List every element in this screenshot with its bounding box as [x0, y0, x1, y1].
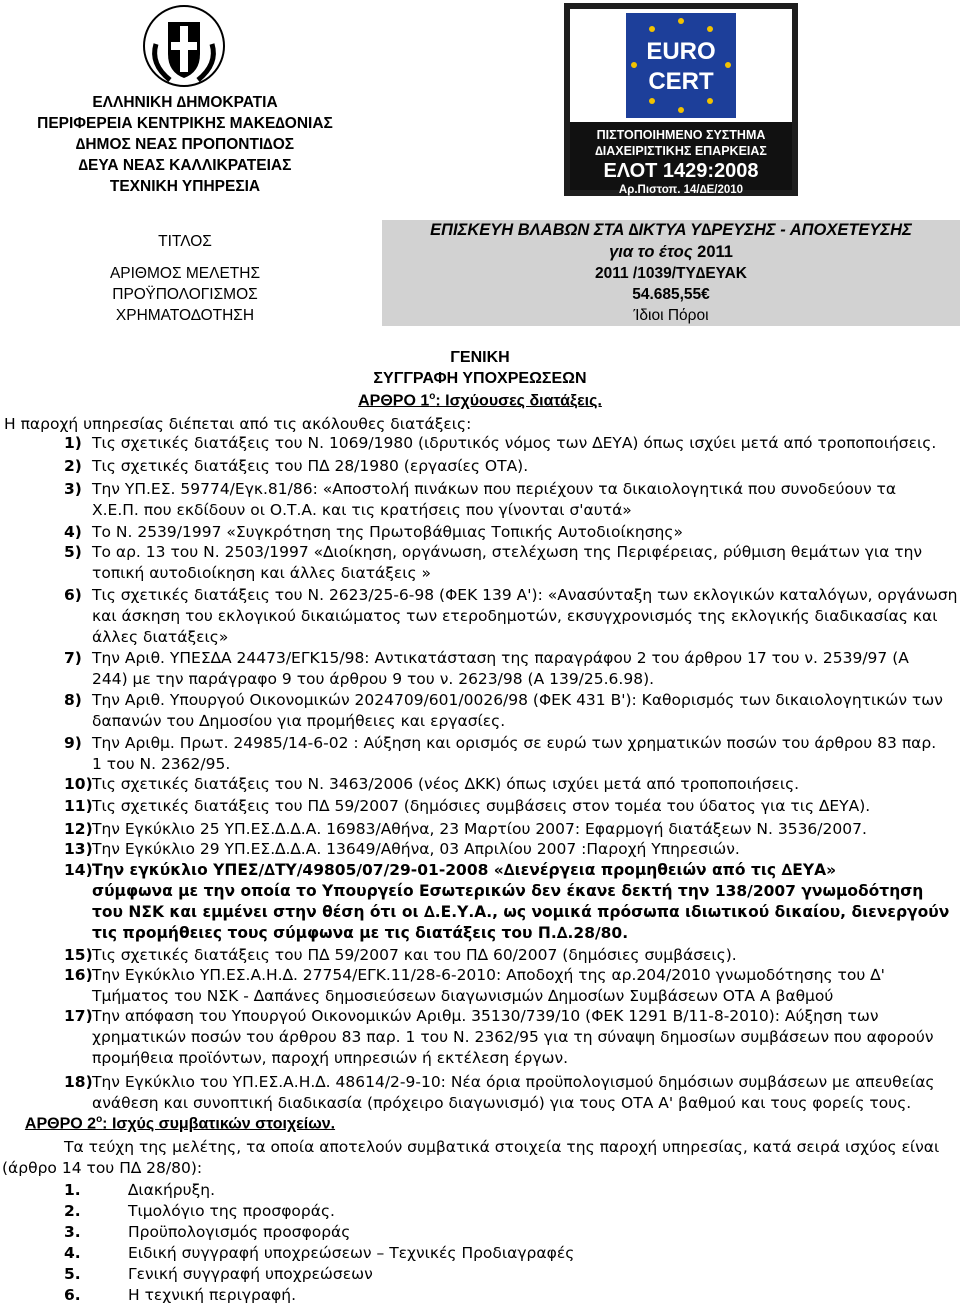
heading-article2: ΑΡΘΡΟ $2^o$: Ισχύς συμβατικών στοιχείων.	[24, 1114, 336, 1133]
provision-text: ανάθεση και συνοπτική διαδικασία (πρόχειρο διαγωνισμό) για τους ΟΤΑ Α' βαθμού και τους φορείς τους.	[92, 1094, 912, 1112]
document-number: 6.	[64, 1286, 81, 1304]
provision-number: 17)	[64, 1007, 93, 1025]
year-value: 2011	[697, 243, 733, 261]
study-year-line	[382, 243, 960, 262]
org-line: ΕΛΛΗΝΙΚΗ ∆ΗΜΟΚΡΑΤΙΑ	[92, 94, 278, 111]
provision-text: Την Εγκύκλιο 25 ΥΠ.ΕΣ.∆.∆.Α. 16983/Αθήνα, 23 Μαρτίου 2007: Εφαρμογή διατάξεων Ν. 3536/2007.	[92, 820, 867, 838]
document-text: Η τεχνική περιγραφή.	[128, 1286, 297, 1304]
provision-text: τοπική αυτοδιοίκηση και άλλες διατάξεις »	[92, 564, 432, 582]
provision-number: 12)	[64, 820, 93, 838]
provision-text: Τις σχετικές διατάξεις του Π∆ 28/1980 (εργασίες ΟΤΑ).	[92, 457, 529, 475]
provision-text: Τις σχετικές διατάξεις του Ν. 1069/1980 (ιδρυτικός νόμος των ∆ΕΥΑ) όπως ισχύει μετά από τροποποιήσεις.	[92, 434, 937, 452]
document-text: ∆ιακήρυξη.	[128, 1181, 215, 1199]
article2-paragraph-line2: (άρθρο 14 του Π∆ 28/80):	[2, 1159, 203, 1177]
provision-number: 1)	[64, 434, 82, 452]
cert-line3: ΕΛΟΤ 1429:2008	[603, 160, 759, 182]
study-title: ΕΠΙΣΚΕΥΗ ΒΛΑΒΩΝ ΣΤΑ ∆ΙΚΤΥΑ Υ∆ΡΕΥΣΗΣ - ΑΠΟΧΕΤΕΥΣΗΣ	[430, 221, 912, 239]
provision-text: Τις σχετικές διατάξεις του Π∆ 59/2007 (δημόσιες συμβάσεις στον τομέα του ύδατος για τις ∆ΕΥΑ).	[92, 797, 871, 815]
provision-text: τις προμήθειες τους σύμφωνα με τις διατάξεις του Π.∆.28/80.	[92, 924, 629, 942]
intro-text: Η παροχή υπηρεσίας διέπεται από τις ακόλουθες διατάξεις:	[4, 415, 472, 433]
document-number: 5.	[64, 1265, 81, 1283]
document-number: 3.	[64, 1223, 81, 1241]
provision-text: Την Αριθ. ΥΠΕΣ∆Α 24473/ΕΓΚ15/98: Αντικατάσταση της παραγράφου 2 του άρθρου 17 του ν. 2539/97 (Α	[92, 649, 909, 667]
provision-text: Την Αριθμ. Πρωτ. 24985/14-6-02 : Αύξηση και ορισμός σε ευρώ των χρηματικών ποσών του άρθρου 83 παρ.	[92, 734, 937, 752]
eurocert-certificate-badge	[564, 3, 798, 196]
provision-text: Την εγκύκλιο ΥΠΕΣ/∆ΤΥ/49805/07/29-01-2008 «∆ιενέργεια προμηθειών από τις ∆ΕΥΑ»	[92, 861, 837, 879]
provision-text: Τμήματος του ΝΣΚ - ∆απάνες δημοσιεύσεων διαγωνισμών ∆ημοσίων Συμβάσεων ΟΤΑ Α βαθμού	[92, 987, 834, 1005]
provision-text: χρηματικών ποσών του άρθρου 83 παρ. 1 του Ν. 2362/95 για τη σύναψη δημοσίων συμβάσεων που αφορούν	[92, 1028, 934, 1046]
provision-text: 244) με την παράγραφο 9 του άρθρου 9 του ν. 2623/98 (Α 139/25.6.98).	[92, 670, 655, 688]
heading-article1: ΑΡΘΡΟ $1^o$: Ισχύουσες διατάξεις.	[358, 391, 602, 410]
organization-block	[0, 92, 370, 197]
provision-text: Την ΥΠ.ΕΣ. 59774/Εγκ.81/86: «Αποστολή πινάκων που περιέχουν τα δικαιολογητικά που συνοδεύουν τα	[92, 480, 897, 498]
document-number: 1.	[64, 1181, 81, 1199]
provision-text: Την Αριθ. Υπουργού Οικονομικών 2024709/601/0026/98 (ΦΕΚ 431 Β'): Καθορισμός των δικαιολογητικών των	[92, 691, 943, 709]
provision-text: δαπανών του ∆ημοσίου για προμήθειες και εργασίες.	[92, 712, 506, 730]
provision-text: και άσκηση του εκλογικού δικαιώματος των ετεροδημοτών, εκσυγχρονισμός της εκλογικής διαδικασίας και	[92, 607, 938, 625]
document-text: Προϋπολογισμός προσφοράς	[128, 1223, 351, 1241]
cert-line4: Αρ.Πιστοπ. 14/∆Ε/2010	[618, 184, 744, 196]
provision-number: 11)	[64, 797, 93, 815]
article2-paragraph-line1: Τα τεύχη της μελέτης, τα οποία αποτελούν συμβατικά στοιχεία της παροχή υπηρεσίας, κατά σειρά ισχύος είναι	[64, 1138, 940, 1156]
provision-number: 13)	[64, 840, 93, 858]
provision-text: Τις σχετικές διατάξεις του Ν. 3463/2006 (νέος ∆ΚΚ) όπως ισχύει μετά από τροποποιήσεις.	[92, 775, 800, 793]
funding-value: Ίδιοι Πόροι	[633, 307, 709, 324]
provision-text: Την Εγκύκλιο 29 ΥΠ.ΕΣ.∆.∆.Α. 13649/Αθήνα, 03 Απριλίου 2007 :Παροχή Υπηρεσιών.	[92, 840, 740, 858]
logo-cert-text: CERT	[648, 68, 714, 95]
provision-number: 18)	[64, 1073, 93, 1091]
label-title: ΤΙΤΛΟΣ	[158, 233, 212, 250]
document-text: Τιμολόγιο της προσφοράς.	[128, 1202, 335, 1220]
document-text: Γενική συγγραφή υποχρεώσεων	[128, 1265, 373, 1283]
label-budget: ΠΡΟΫΠΟΛΟΓΙΣΜΟΣ	[112, 286, 258, 303]
provision-number: 9)	[64, 734, 82, 752]
provision-text: Την Εγκύκλιο του ΥΠ.ΕΣ.Α.Η.∆. 48614/2-9-10: Νέα όρια προϋπολογισμού δημόσιων συμβάσεων με απευθείας	[92, 1073, 935, 1091]
org-line: ∆ΕΥΑ ΝΕΑΣ ΚΑΛΛΙΚΡΑΤΕΙΑΣ	[78, 157, 292, 174]
eurocert-logo	[570, 9, 792, 122]
provision-number: 10)	[64, 775, 93, 793]
provision-text: Τις σχετικές διατάξεις του Ν. 2623/25-6-98 (ΦΕΚ 139 Α'): «Ανασύνταξη των εκλογικών καταλόγων, οργάνωση	[92, 586, 958, 604]
heading-spec: ΣΥΓΓΡΑΦΗ ΥΠΟΧΡΕΩΣΕΩΝ	[373, 370, 587, 387]
provision-number: 16)	[64, 966, 93, 984]
cert-line2: ∆ΙΑΧΕΙΡΙΣΤΙΚΗΣ ΕΠΑΡΚΕΙΑΣ	[595, 144, 767, 158]
provision-text: Το αρ. 13 του Ν. 2503/1997 «∆ιοίκηση, οργάνωση, στελέχωση της Περιφέρειας, ρύθμιση θεμάτων για την	[92, 543, 923, 561]
provision-number: 8)	[64, 691, 82, 709]
document-text: Ειδική συγγραφή υποχρεώσεων – Τεχνικές Προδιαγραφές	[128, 1244, 575, 1262]
label-funding: ΧΡΗΜΑΤΟ∆ΟΤΗΣΗ	[115, 307, 255, 324]
provision-text: Χ.Ε.Π. που εκδίδουν οι Ο.Τ.Α. και τις κρατήσεις που γίνονται σ'αυτά»	[92, 501, 632, 519]
study-number: 2011 /1039/ΤΥ∆ΕΥΑΚ	[595, 265, 747, 282]
org-line: ∆ΗΜΟΣ ΝΕΑΣ ΠΡΟΠΟΝΤΙ∆ΟΣ	[75, 136, 295, 153]
provision-number: 6)	[64, 586, 82, 604]
provision-text: του ΝΣΚ και εμμένει στην θέση ότι οι ∆.Ε.Υ.Α., ως νομικά πρόσωπα ιδιωτικού δικαίου, διενεργούν	[92, 903, 950, 921]
provision-text: Την Εγκύκλιο ΥΠ.ΕΣ.Α.Η.∆. 27754/ΕΓΚ.11/28-6-2010: Αποδοχή της αρ.204/2010 γνωμοδότησης του ∆'	[92, 966, 885, 984]
provision-text: Το Ν. 2539/1997 «Συγκρότηση της Πρωτοβάθμιας Τοπικής Αυτοδιοίκησης»	[92, 523, 683, 541]
provision-number: 14)	[64, 861, 93, 879]
provision-number: 3)	[64, 480, 82, 498]
provision-number: 4)	[64, 523, 82, 541]
provision-text: άλλες διατάξεις»	[92, 628, 229, 646]
logo-euro-text: EURO	[646, 38, 716, 65]
document-number: 4.	[64, 1244, 81, 1262]
label-study-number: ΑΡΙΘΜΟΣ ΜΕΛΕΤΗΣ	[109, 265, 261, 282]
provision-number: 7)	[64, 649, 82, 667]
budget-value: 54.685,55€	[632, 286, 710, 303]
provision-number: 5)	[64, 543, 82, 561]
heading-general: ΓΕΝΙΚΗ	[450, 349, 510, 366]
provision-text: προμήθεια προϊόντων, παροχή υπηρεσιών ή εκτέλεση έργων.	[92, 1049, 569, 1067]
provision-number: 2)	[64, 457, 82, 475]
document-number: 2.	[64, 1202, 81, 1220]
year-prefix: για το έτος	[609, 243, 693, 261]
provision-number: 15)	[64, 946, 93, 964]
org-line: ΤΕΧΝΙΚΗ ΥΠΗΡΕΣΙΑ	[109, 178, 261, 195]
cert-line1: ΠΙΣΤΟΠΟΙΗΜΕΝΟ ΣΥΣΤΗΜΑ	[596, 128, 766, 142]
provision-text: 1 του Ν. 2362/95.	[92, 755, 231, 773]
org-line: ΠΕΡΙΦΕΡΕΙΑ ΚΕΝΤΡΙΚΗΣ ΜΑΚΕ∆ΟΝΙΑΣ	[37, 115, 333, 132]
provision-text: Τις σχετικές διατάξεις του Π∆ 59/2007 και του Π∆ 60/2007 (δημόσιες συμβάσεις).	[92, 946, 737, 964]
greek-coat-of-arms-icon	[142, 4, 226, 88]
provision-text: σύμφωνα με την οποία το Υπουργείο Εσωτερικών δεν έκανε δεκτή την 138/2007 γνωμοδότηση	[92, 882, 924, 900]
provision-text: Την απόφαση του Υπουργού Οικονομικών Αριθμ. 35130/739/10 (ΦΕΚ 1291 Β/11-8-2010): Αύξηση των	[92, 1007, 879, 1025]
